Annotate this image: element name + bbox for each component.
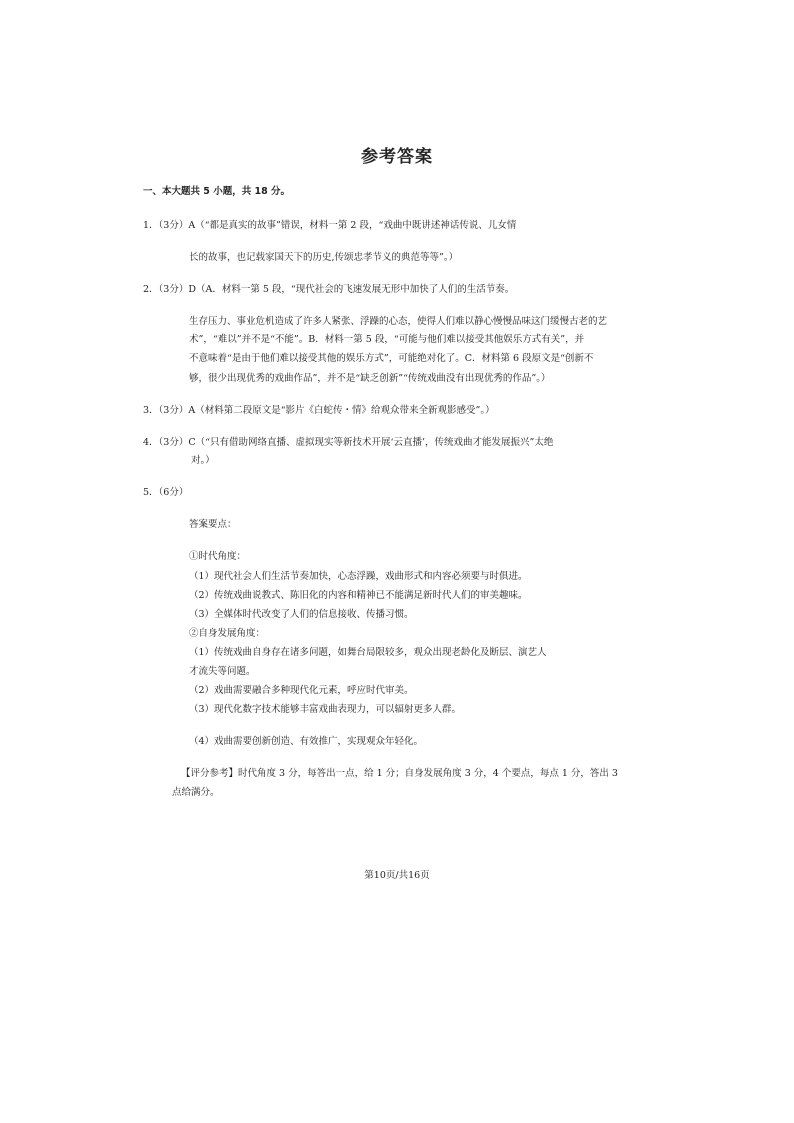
answer-4-line-1: 4．（3分）C（“只有借助网络直播、虚拟现实等新技术开展‘云直播’，传统戏曲才能发展振兴”太绝 [143,437,554,448]
era-heading: ①时代角度： [189,551,247,562]
answer-1-line-1: 1．（3分）A（“都是真实的故事”错误，材料一第 2 段，“戏曲中既讲述神话传说、儿女情 [143,220,517,231]
self-point-3: （3）现代化数字技术能够丰富戏曲表现力，可以辐射更多人群。 [189,704,462,715]
self-heading: ②自身发展角度： [189,628,266,639]
scoring-line-1: 【评分参考】时代角度 3 分，每答出一点，给 1 分；自身发展角度 3 分，4 个要点，每点 1 分，答出 3 [181,768,618,779]
answer-2-line-3: 术”，“难以”并不是“不能”。B．材料一第 5 段，“可能与他们难以接受其他娱乐方式有关”，并 [189,334,585,345]
answer-1-line-2: 长的故事，也记载家国天下的历史,传颂忠孝节义的典范等等”。） [189,252,459,263]
self-point-1-line-2: 才流失等问题。 [189,666,256,677]
answer-2-line-5: 够，很少出现优秀的戏曲作品”，并不是“缺乏创新”“传统戏曲没有出现优秀的作品”。） [189,373,551,384]
self-point-1-line-1: （1）传统戏曲自身存在诸多问题，如舞台局限较多，观众出现老龄化及断层、演艺人 [189,647,547,658]
answer-2-line-1: 2．（3分）D（A．材料一第 5 段，“现代社会的飞速发展无形中加快了人们的生活节奏。 [143,284,515,295]
section-heading: 一、本大题共 5 小题，共 18 分。 [143,186,291,197]
answer-2-line-2: 生存压力、事业危机造成了许多人紧张、浮躁的心态，使得人们难以静心慢慢品味这门缓慢古老的艺 [189,316,608,327]
self-point-4: （4）戏曲需要创新创造、有效推广，实现观众年轻化。 [189,736,424,747]
era-point-1: （1）现代社会人们生活节奏加快，心态浮躁，戏曲形式和内容必须要与时俱进。 [189,571,528,582]
self-point-2: （2）戏曲需要融合多种现代化元素，呼应时代审美。 [189,685,414,696]
page-footer: 第10页/共16页 [364,870,430,881]
page-title: 参考答案 [361,147,433,167]
answer-4-line-2: 对。） [191,455,215,466]
answer-2-line-4: 不意味着“是由于他们难以接受其他的娱乐方式”，可能绝对化了。C．材料第 6 段原文是“创新不 [189,353,594,364]
era-point-3: （3）全媒体时代改变了人们的信息接收、传播习惯。 [189,609,414,620]
era-point-2: （2）传统戏曲说教式、陈旧化的内容和精神已不能满足新时代人们的审美趣味。 [189,590,528,601]
answer-points-label: 答案要点： [189,519,237,530]
scoring-line-2: 点给满分。 [172,787,220,798]
answer-3: 3．（3分）A（材料第二段原文是“影片《白蛇传・情》给观众带来全新观影感受”。） [143,405,495,416]
answer-5-header: 5．（6分） [143,487,189,498]
